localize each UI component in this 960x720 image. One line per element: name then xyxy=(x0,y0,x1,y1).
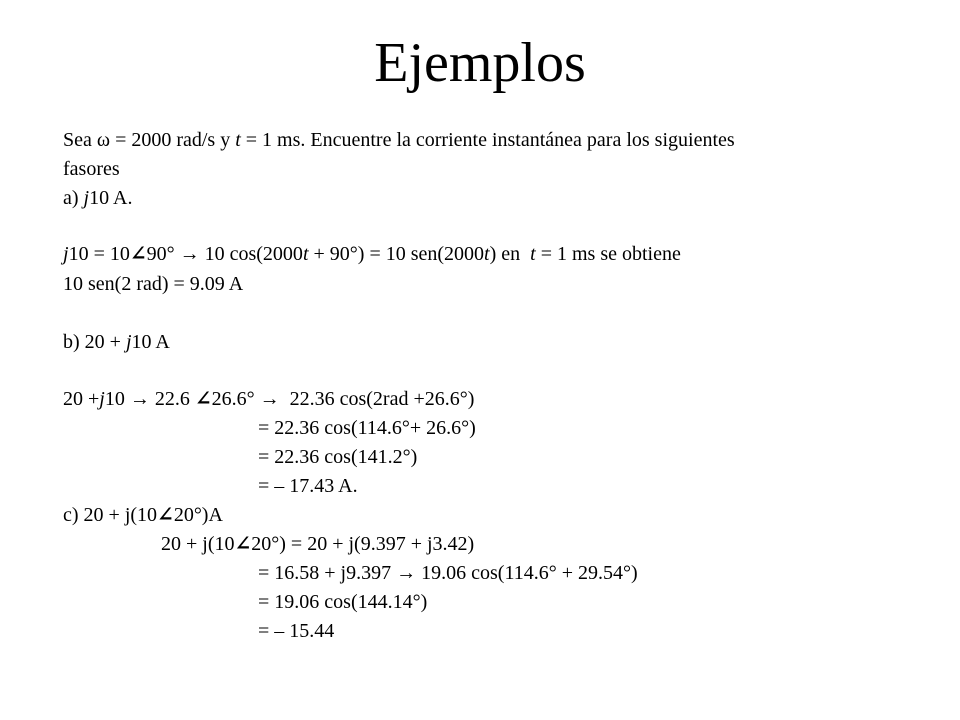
arrow-symbol: → xyxy=(396,562,417,584)
part-c-label xyxy=(63,503,223,527)
angle-symbol: ∠ xyxy=(234,533,252,555)
text-segment: 10 = 10 xyxy=(68,243,130,265)
text-segment: 26.6° xyxy=(211,388,260,410)
text-segment: 22.6 xyxy=(149,388,195,410)
text-segment: 10 xyxy=(104,388,130,410)
text-segment: c) 20 + j(10 xyxy=(63,504,158,526)
omega-symbol: ω xyxy=(96,129,111,151)
text-segment: 20°) = 20 + j(9.397 + j3.42) xyxy=(251,533,475,555)
angle-symbol: ∠ xyxy=(194,388,212,410)
part-a-prefix: a) xyxy=(63,187,84,209)
imaginary-j: j xyxy=(99,388,105,410)
text-segment: = 1 ms se obtiene xyxy=(535,243,681,265)
intro-text-a: Sea xyxy=(63,129,97,151)
imaginary-j: j xyxy=(83,187,90,209)
time-variable: t xyxy=(235,129,241,151)
part-b-line-2: = 22.36 cos(114.6°+ 26.6°) xyxy=(258,417,476,439)
text-segment: 20 + xyxy=(63,388,100,410)
text-segment: 20 + j(10 xyxy=(161,533,235,555)
time-variable: t xyxy=(302,243,309,265)
text-segment: = 16.58 + j9.397 xyxy=(258,562,397,584)
part-b-prefix: b) 20 + xyxy=(63,331,126,353)
part-c-line-4: = – 15.44 xyxy=(258,620,335,642)
part-b-line-3: = 22.36 cos(141.2°) xyxy=(258,446,418,468)
part-c-line-1 xyxy=(161,532,474,556)
time-variable: t xyxy=(484,243,490,265)
text-segment: 10 cos(2000 xyxy=(199,243,303,265)
imaginary-j: j xyxy=(125,331,132,353)
text-segment: 20°)A xyxy=(173,504,223,526)
time-variable: t xyxy=(530,243,536,265)
text-segment: 90° xyxy=(146,243,180,265)
text-segment: 19.06 cos(114.6° + 29.54°) xyxy=(416,562,638,584)
angle-symbol: ∠ xyxy=(157,504,174,526)
intro-text-b: = 2000 rad/s y xyxy=(110,129,236,151)
intro-line xyxy=(63,128,735,152)
part-b-line-4: = – 17.43 A. xyxy=(258,475,358,497)
angle-symbol: ∠ xyxy=(129,243,147,265)
intro-line-2: fasores xyxy=(63,158,120,180)
text-segment: + 90°) = 10 sen(2000 xyxy=(308,243,485,265)
intro-text-c: = 1 ms. Encuentre la corriente instantánea para los siguientes xyxy=(240,129,735,151)
part-a-line-2: 10 sen(2 rad) = 9.09 A xyxy=(63,273,244,295)
part-c-line-3: = 19.06 cos(144.14°) xyxy=(258,591,428,613)
part-a-value: 10 A. xyxy=(89,187,133,209)
arrow-symbol: → xyxy=(259,388,280,410)
arrow-symbol: → xyxy=(179,243,200,265)
slide-title: Ejemplos xyxy=(374,32,586,94)
part-b-label xyxy=(63,330,170,354)
part-c-line-2 xyxy=(258,561,638,585)
part-b-line-1 xyxy=(63,387,474,411)
imaginary-j: j xyxy=(63,243,69,265)
text-segment: 22.36 cos(2rad +26.6°) xyxy=(279,388,475,410)
part-a-label xyxy=(63,186,132,210)
part-b-value: 10 A xyxy=(131,331,170,353)
part-a-line-1 xyxy=(63,242,681,266)
text-segment: ) en xyxy=(489,243,531,265)
arrow-symbol: → xyxy=(129,388,150,410)
